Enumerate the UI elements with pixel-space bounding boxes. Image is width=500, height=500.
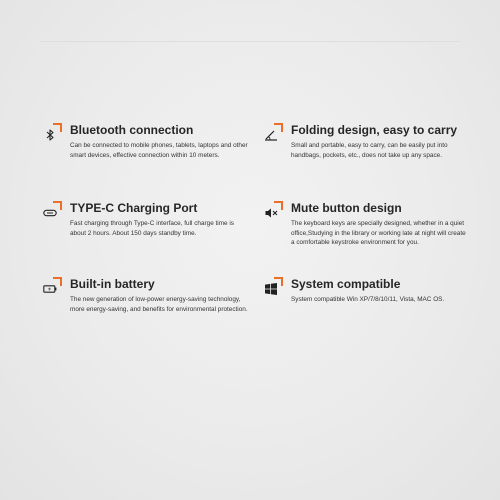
feature-title: System compatible <box>291 277 401 291</box>
battery-icon <box>38 277 62 301</box>
feature-description: System compatible Win XP/7/8/10/11, Vista, MAC OS. <box>291 296 445 303</box>
feature-description: The keyboard keys are specially designed, whether in a quiet office,Studying in the library or working late at night will create a comfortable keystroke environment for you. <box>291 220 466 247</box>
feature-title: Built-in battery <box>70 277 155 291</box>
feature-description: Can be connected to mobile phones, tablets, laptops and other smart devices, effective connection within 10 meters. <box>70 142 248 159</box>
feature-description: Small and portable, easy to carry, can be easily put into handbags, pockets, etc., does not take up any space. <box>291 142 448 159</box>
mute-speaker-icon <box>259 201 283 225</box>
feature-title: Bluetooth connection <box>70 123 194 137</box>
folding-icon <box>259 123 283 147</box>
feature-title: Folding design, easy to carry <box>291 123 458 137</box>
windows-logo-icon <box>259 277 283 301</box>
bluetooth-icon <box>38 123 62 147</box>
feature-description: Fast charging through Type-C interface, full charge time is about 2 hours. About 150 days standby time. <box>70 220 234 237</box>
feature-title: Mute button design <box>291 201 402 215</box>
usb-c-port-icon <box>38 201 62 225</box>
feature-title: TYPE-C Charging Port <box>70 201 198 215</box>
feature-description: The new generation of low-power energy-saving technology, more energy-saving, and benefits for environmental protection. <box>70 296 248 313</box>
divider-line <box>40 41 460 42</box>
